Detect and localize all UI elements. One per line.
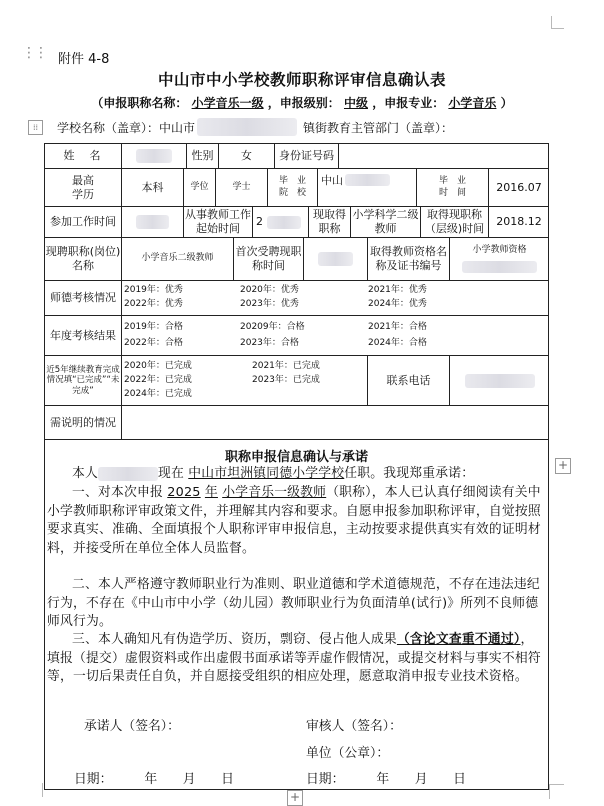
ethics-2021: 2021年：优秀 bbox=[368, 285, 427, 295]
signer-label: 承诺人（签名）： bbox=[84, 719, 180, 734]
ethics-2020: 2020年：优秀 bbox=[240, 285, 299, 295]
cert-label: 取得教师资格名称及证书编号 bbox=[368, 238, 450, 281]
grad-time-value: 2016.07 bbox=[489, 169, 549, 207]
annual-2024: 2024年：合格 bbox=[368, 338, 427, 348]
pledge-1-year-unit: 年 bbox=[204, 485, 218, 500]
first-hired-value bbox=[304, 238, 368, 281]
degree-value: 学士 bbox=[216, 169, 268, 207]
reviewer-label: 审核人（签名）： bbox=[306, 719, 402, 734]
name-label: 姓 名 bbox=[45, 144, 122, 169]
grad-school-text: 中山 bbox=[321, 174, 343, 187]
current-title-label: 现取得职称 bbox=[309, 207, 351, 238]
grad-time-label: 毕 业 时 间 bbox=[417, 169, 489, 207]
pledge-1-year: 2025 bbox=[167, 485, 201, 500]
redacted-pledge-name bbox=[98, 467, 158, 481]
pledge-school: 中山市坦洲镇同德小学学校 bbox=[188, 466, 345, 481]
hired-title-value: 小学音乐二级教师 bbox=[122, 238, 234, 281]
cert-name: 小学教师资格 bbox=[472, 245, 527, 256]
current-title-time-value: 2018.12 bbox=[489, 207, 549, 238]
pledge-3-start: 三、本人确知凡有伪造学历、资历，剽窃、侵占他人成果 bbox=[72, 632, 397, 647]
redacted-school bbox=[197, 118, 297, 136]
pledge-3-bold: （含论文查重不通过） bbox=[396, 632, 521, 647]
annual-2020: 20209年：合格 bbox=[240, 322, 305, 332]
apply-info-line bbox=[0, 94, 604, 111]
apply-prefix: （申报职称名称： bbox=[91, 96, 188, 110]
work-start-value bbox=[122, 207, 184, 238]
pledge-intro bbox=[47, 465, 546, 484]
training-2020: 2020年：已完成 bbox=[124, 361, 192, 371]
notes-label: 需说明的情况 bbox=[45, 406, 122, 440]
page-corner-mark-bottom-left bbox=[30, 783, 43, 797]
hired-title-label: 现聘职称(岗位)名称 bbox=[45, 238, 122, 281]
grad-school-value bbox=[318, 169, 417, 207]
pledge-1-title: 小学音乐一级教师 bbox=[222, 485, 327, 500]
ethics-2022: 2022年：优秀 bbox=[124, 299, 183, 309]
training-results bbox=[122, 356, 368, 406]
notes-value bbox=[122, 406, 549, 440]
redacted-first-hired bbox=[318, 252, 353, 266]
reviewer-date: 日期： 年 月 日 bbox=[306, 772, 466, 787]
table-move-icon[interactable]: ⁞⁞ bbox=[28, 120, 43, 135]
pledge-self: 本人 bbox=[72, 466, 98, 481]
attachment-label: 附件 4-8 bbox=[58, 52, 110, 67]
id-value bbox=[339, 144, 549, 169]
redacted-work-start bbox=[136, 215, 170, 229]
phone-label: 联系电话 bbox=[368, 356, 450, 406]
redacted-name bbox=[136, 149, 171, 163]
teach-start-text: 2 bbox=[256, 215, 263, 229]
first-hired-label: 首次受聘现职称时间 bbox=[234, 238, 304, 281]
unit-seal-label: 单位（公章）： bbox=[306, 746, 390, 761]
school-line bbox=[28, 118, 453, 136]
grad-school-label: 毕 业 院 校 bbox=[268, 169, 318, 207]
apply-major-label: ，申报专业： bbox=[372, 96, 445, 110]
pledge-now: 现在 bbox=[158, 466, 184, 481]
annual-results bbox=[122, 316, 549, 356]
phone-value bbox=[450, 356, 549, 406]
pledge-title: 职称申报信息确认与承诺 bbox=[224, 450, 368, 465]
add-row-icon[interactable]: + bbox=[287, 790, 303, 806]
ethics-label: 师德考核情况 bbox=[45, 281, 122, 316]
training-2023: 2023年：已完成 bbox=[252, 375, 320, 385]
ethics-2024: 2024年：优秀 bbox=[368, 299, 427, 309]
gender-value: 女 bbox=[219, 144, 275, 169]
id-label: 身份证号码 bbox=[275, 144, 339, 169]
ethics-2023: 2023年：优秀 bbox=[240, 299, 299, 309]
redacted-school-name bbox=[345, 174, 390, 186]
annual-2023: 2023年：合格 bbox=[240, 338, 299, 348]
education-label: 最高 学历 bbox=[45, 169, 122, 207]
name-value bbox=[122, 144, 187, 169]
ethics-2019: 2019年：优秀 bbox=[124, 285, 183, 295]
education-value: 本科 bbox=[122, 169, 184, 207]
annual-2022: 2022年：合格 bbox=[124, 338, 183, 348]
document-title: 中山市中小学校教师职称评审信息确认表 bbox=[157, 71, 446, 89]
page-corner-mark-bottom-right bbox=[549, 784, 564, 799]
redacted-teach-start bbox=[267, 216, 301, 229]
work-start-label: 参加工作时间 bbox=[45, 207, 122, 238]
annual-label: 年度考核结果 bbox=[45, 316, 122, 356]
current-title-value: 小学科学二级教师 bbox=[351, 207, 421, 238]
school-prefix: 学校名称（盖章）：中山市 bbox=[57, 120, 196, 135]
apply-major: 小学音乐 bbox=[448, 96, 497, 110]
training-2024: 2024年：已完成 bbox=[124, 389, 192, 399]
cert-value bbox=[450, 238, 549, 281]
page-corner-mark bbox=[551, 16, 564, 29]
apply-level-label: ，申报级别： bbox=[267, 96, 340, 110]
pledge-item-3 bbox=[47, 631, 546, 687]
apply-suffix: ） bbox=[500, 96, 513, 110]
apply-title-name: 小学音乐一级 bbox=[191, 96, 264, 110]
training-label: 近5年继续教育完成情况填“已完成”“未完成” bbox=[45, 356, 122, 406]
gender-label: 性别 bbox=[187, 144, 219, 169]
signer-date: 日期： 年 月 日 bbox=[74, 772, 234, 787]
teach-start-value bbox=[253, 207, 309, 238]
pledge-intro-end: 任职。我现郑重承诺： bbox=[344, 466, 475, 481]
annual-2021: 2021年：合格 bbox=[368, 322, 427, 332]
school-suffix: 镇街教育主管部门（盖章）： bbox=[303, 120, 454, 135]
training-2021: 2021年：已完成 bbox=[252, 361, 320, 371]
pledge-1-start: 一、对本次申报 bbox=[72, 485, 163, 500]
pledge-item-1 bbox=[47, 484, 546, 558]
annual-2019: 2019年：合格 bbox=[124, 322, 183, 332]
pledge-3-body: ，填报（提交）虚假资料或作出虚假书面承诺等弄虚作假情况，或提交材料与事实不相符等，一切后果责任自负，并自愿接受组织的相应处理，愿意取消申报专业技术资格。 bbox=[47, 632, 541, 684]
redacted-phone bbox=[465, 374, 535, 388]
add-column-icon[interactable]: + bbox=[555, 458, 571, 474]
degree-label: 学位 bbox=[184, 169, 216, 207]
pledge-1-body: （职称），本人已认真仔细阅读有关中小学教师职称评审政策文件，并理解其内容和要求。自愿申报参加职称评审，自觉按照要求真实、准确、全面填报个人职称评审申报信息，主动按要求提供真实有效的证明材料，并接受所在单位全体人员监督。 bbox=[47, 485, 541, 556]
redacted-cert-no bbox=[462, 261, 537, 273]
pledge-item-2: 二、本人严格遵守教师职业行为准则、职业道德和学术道德规范，不存在违法违纪行为，不存在《中山市中小学（幼儿园）教师职业行为负面清单(试行)》所列不良师德师风行为。 bbox=[47, 577, 540, 629]
drag-handle-icon[interactable]: ⋮⋮ bbox=[22, 45, 46, 61]
training-2022: 2022年：已完成 bbox=[124, 375, 192, 385]
teach-start-label: 从事教师工作起始时间 bbox=[184, 207, 253, 238]
ethics-results bbox=[122, 281, 549, 316]
current-title-time-label: 取得现职称（层级)时间 bbox=[421, 207, 489, 238]
apply-level: 中级 bbox=[343, 96, 368, 110]
